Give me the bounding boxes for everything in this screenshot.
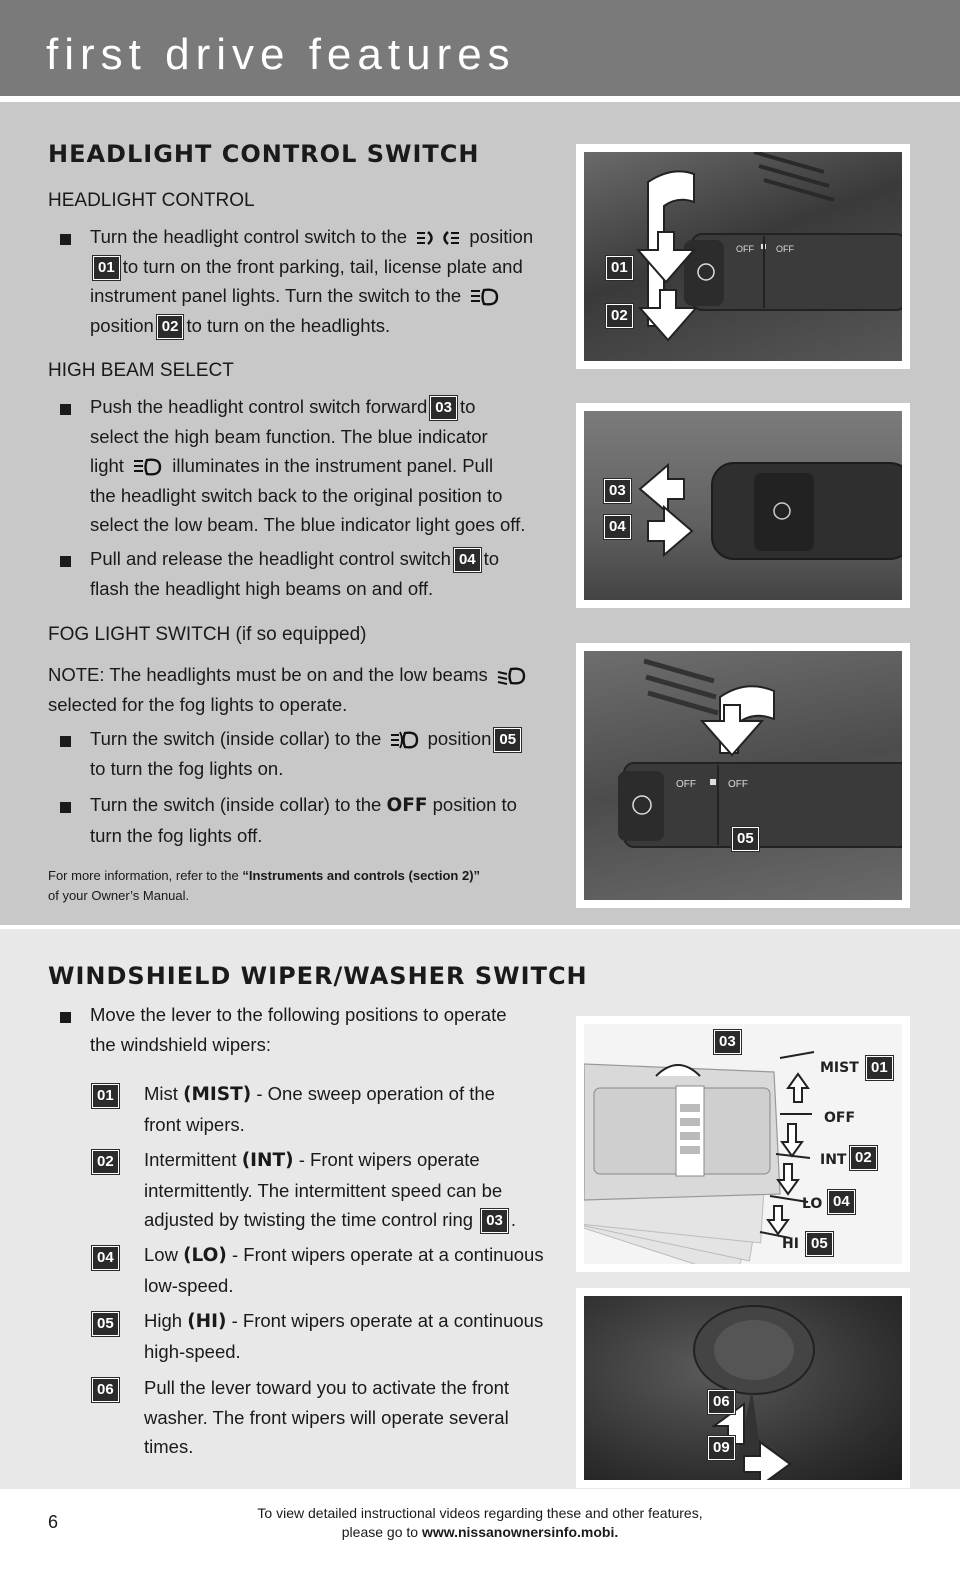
badge-01: 01 [866, 1056, 893, 1080]
switch-off-text: OFF [776, 244, 794, 254]
badge-01: 01 [93, 256, 120, 280]
text: illuminates in the instrument panel. Pull [172, 455, 494, 476]
badge-05: 05 [92, 1312, 119, 1336]
headlight-bullet-4 [90, 724, 570, 783]
badge-05: 05 [494, 728, 521, 752]
website-link[interactable]: www.nissanownersinfo.mobi. [421, 1524, 619, 1540]
text: low-speed. [144, 1274, 234, 1296]
parking-light-icon [415, 229, 461, 247]
washer-lever-illustration [584, 1296, 902, 1480]
bullet-marker [60, 234, 71, 245]
text: front wipers. [144, 1113, 245, 1135]
badge-04: 04 [604, 515, 631, 539]
wiper-item-hi [144, 1306, 574, 1366]
washer-photo [576, 1288, 910, 1488]
headlight-switch-photo [576, 144, 910, 369]
wiper-item-lo [144, 1240, 574, 1300]
text: select the high beam function. The blue indicator [90, 425, 488, 447]
text: position to [432, 794, 517, 815]
text: of your Owner’s Manual. [48, 888, 190, 903]
badge-02: 02 [92, 1150, 119, 1174]
badge-01: 01 [606, 256, 633, 280]
headlight-bullet-5 [90, 790, 570, 850]
headlight-heading: HEADLIGHT CONTROL SWITCH [48, 140, 480, 168]
text: Push the headlight control switch forward [90, 396, 428, 417]
bullet-marker [60, 1012, 71, 1023]
badge-03: 03 [430, 396, 457, 420]
hi-diagram-label: HI [782, 1236, 799, 1252]
bullet-marker [60, 736, 71, 747]
text: please go to [341, 1524, 422, 1540]
headlight-bullet-2 [90, 392, 570, 540]
wiper-item-int [144, 1145, 574, 1235]
text: . [510, 1209, 517, 1230]
lo-diagram-label: LO [802, 1196, 823, 1212]
text: Move the lever to the following positions to operate [90, 1004, 507, 1025]
text: times. [144, 1436, 194, 1457]
badge-03: 03 [481, 1209, 508, 1233]
more-info-note [48, 866, 480, 906]
fog-light-subheading: FOG LIGHT SWITCH (if so equipped) [48, 624, 367, 645]
badge-06: 06 [92, 1378, 119, 1402]
wiper-intro [90, 1000, 570, 1059]
headlight-bullet-3 [90, 544, 570, 603]
text: Low [144, 1244, 184, 1265]
text: flash the headlight high beams on and off. [90, 577, 434, 599]
page-header [0, 0, 960, 96]
high-beam-photo [576, 403, 910, 608]
badge-02: 02 [850, 1146, 877, 1170]
badge-02: 02 [606, 304, 633, 328]
wiper-item-washer [144, 1373, 574, 1462]
low-beam-icon [496, 666, 528, 686]
text: light [90, 455, 124, 476]
text: to [459, 396, 476, 417]
text: High [144, 1310, 188, 1331]
switch-off-text: OFF [728, 779, 748, 790]
bullet-marker [60, 802, 71, 813]
text: adjusted by twisting the time control ring [144, 1209, 474, 1230]
text: selected for the fog lights to operate. [48, 693, 348, 715]
text: washer. The front wipers will operate several [144, 1406, 509, 1428]
header-title: first drive features [46, 30, 516, 79]
bullet-marker [60, 556, 71, 567]
text: To view detailed instructional videos regarding these and other features, [257, 1505, 703, 1521]
badge-04: 04 [828, 1190, 855, 1214]
text: NOTE: The headlights must be on and the low beams [48, 664, 488, 685]
text: to turn the fog lights on. [90, 757, 284, 779]
text: - Front wipers operate [293, 1149, 480, 1170]
bullet-marker [60, 404, 71, 415]
badge-03: 03 [714, 1030, 741, 1054]
text: - Front wipers operate at a continuous [226, 1310, 544, 1331]
fog-lever-illustration [584, 651, 902, 900]
text: high-speed. [144, 1340, 241, 1362]
badge-02: 02 [157, 315, 184, 339]
badge-01: 01 [92, 1084, 119, 1108]
text: to turn on the front parking, tail, license plate and [122, 255, 523, 277]
text: position [90, 314, 154, 336]
headlight-control-subheading: HEADLIGHT CONTROL [48, 190, 255, 211]
off-diagram-label: OFF [824, 1110, 856, 1126]
text: Turn the switch (inside collar) to the [90, 794, 382, 815]
wiper-lever-fan-illustration [584, 1024, 902, 1264]
text: - Front wipers operate at a continuous [226, 1244, 544, 1265]
text: Turn the switch (inside collar) to the [90, 728, 382, 749]
text: instrument panel lights. Turn the switch to the [90, 285, 462, 306]
text: the headlight switch back to the original position to [90, 484, 503, 506]
high-beam-icon [132, 457, 164, 477]
headlight-icon [469, 287, 501, 307]
switch-off-text: OFF [736, 244, 754, 254]
text: Intermittent [144, 1149, 242, 1170]
text: position [469, 226, 534, 247]
switch-off-text: OFF [676, 779, 696, 790]
fog-light-photo [576, 643, 910, 908]
text: turn the fog lights off. [90, 824, 263, 846]
int-label: (INT) [241, 1150, 294, 1171]
badge-06: 06 [708, 1390, 735, 1414]
owners-manual-reference: “Instruments and controls (section 2)” [242, 868, 481, 883]
wiper-positions-diagram [576, 1016, 910, 1272]
text: Turn the headlight control switch to the [90, 226, 408, 247]
text: Pull the lever toward you to activate the front [144, 1377, 510, 1398]
badge-04: 04 [454, 548, 481, 572]
off-label: OFF [386, 795, 428, 816]
int-diagram-label: INT [820, 1152, 847, 1168]
headlight-bullet-1 [90, 222, 570, 340]
mist-label: (MIST) [183, 1084, 252, 1105]
fog-note [48, 660, 568, 719]
lo-label: (LO) [183, 1245, 227, 1266]
badge-03: 03 [604, 479, 631, 503]
text: to turn on the headlights. [186, 314, 391, 336]
text: the windshield wipers: [90, 1033, 271, 1055]
text: intermittently. The intermittent speed can be [144, 1179, 503, 1201]
high-beam-subheading: HIGH BEAM SELECT [48, 360, 234, 381]
text: to [483, 548, 500, 569]
fog-light-icon [389, 730, 419, 750]
wiper-heading: WINDSHIELD WIPER/WASHER SWITCH [48, 962, 588, 990]
hi-label: (HI) [187, 1311, 227, 1332]
wiper-item-mist [144, 1079, 574, 1139]
text: Pull and release the headlight control switch [90, 548, 451, 569]
text: position [427, 728, 492, 749]
mist-diagram-label: MIST [820, 1060, 859, 1076]
text: Mist [144, 1083, 184, 1104]
badge-05: 05 [732, 827, 759, 851]
badge-05: 05 [806, 1232, 833, 1256]
high-beam-lever-illustration [584, 411, 902, 600]
page-number: 6 [48, 1512, 59, 1532]
text: - One sweep operation of the [251, 1083, 495, 1104]
text: select the low beam. The blue indicator light goes off. [90, 514, 526, 535]
footer-note [160, 1504, 800, 1542]
badge-09: 09 [708, 1436, 735, 1460]
text: For more information, refer to the [48, 868, 239, 883]
badge-04: 04 [92, 1246, 119, 1270]
